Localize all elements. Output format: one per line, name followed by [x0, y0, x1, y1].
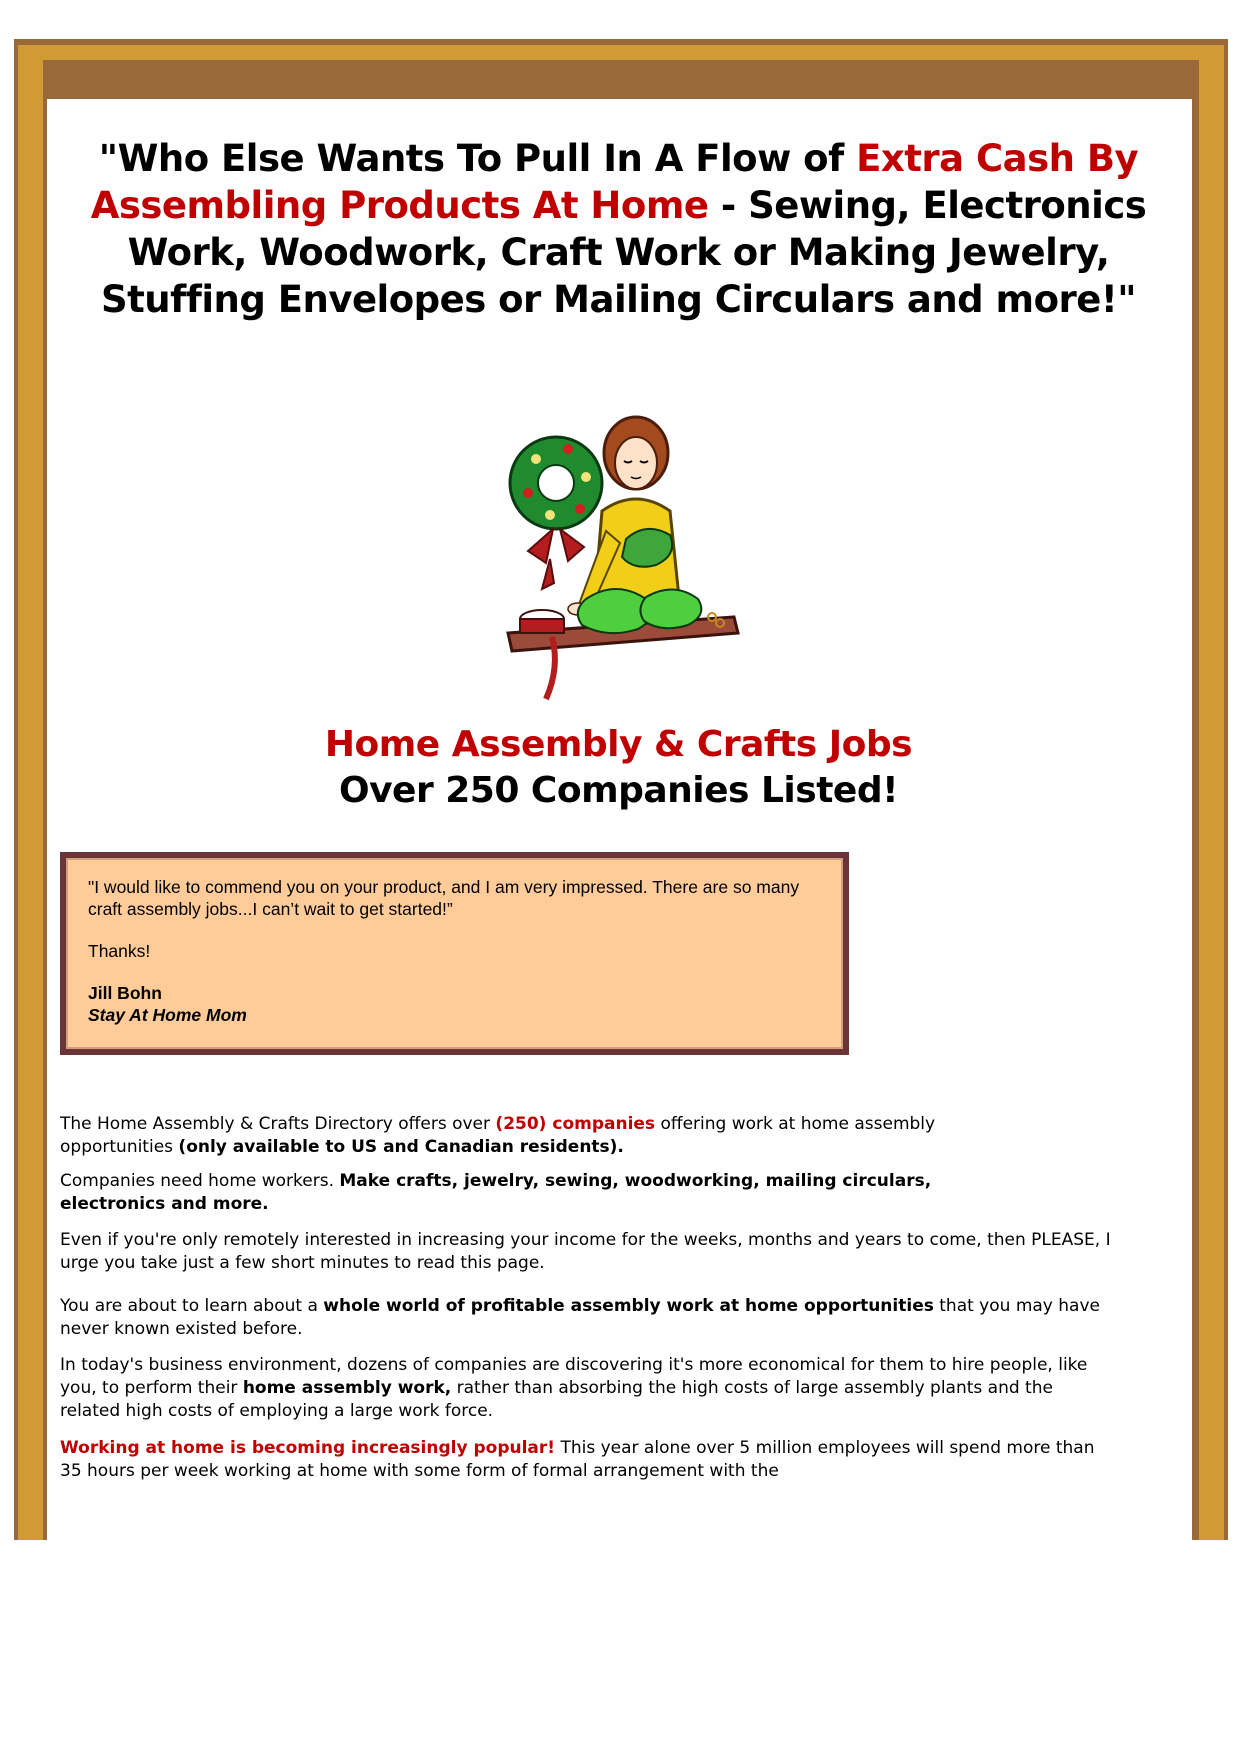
p2-work-types: Make crafts, jewelry, sewing, woodworking, mailing circulars, electronics and more.: [60, 1171, 932, 1214]
page-content: [47, 99, 1192, 1540]
crafter-woman-illustration: [498, 411, 758, 711]
paragraph-directory: [60, 1113, 980, 1159]
subhead-black: Over 250 Companies Listed!: [338, 770, 899, 811]
p1-residency-note: (only available to US and Canadian residents).: [178, 1137, 624, 1157]
paragraph-popular: [60, 1437, 1100, 1483]
testimonial-name: Jill Bohn: [88, 983, 162, 1003]
p2-text-a: Companies need home workers.: [60, 1171, 340, 1191]
p4-highlight: whole world of profitable assembly work at home opportunities: [323, 1296, 934, 1316]
paragraph-interest: [60, 1229, 1130, 1275]
p1-text-c: offering work at home assembly opportunities: [60, 1114, 936, 1157]
p4-text-c: that you may have never known existed before.: [60, 1296, 1100, 1339]
paragraph-business-environment: [60, 1354, 1100, 1423]
p1-companies-count: (250) companies: [495, 1114, 656, 1134]
p4-text-a: You are about to learn about a: [60, 1296, 324, 1316]
p5-highlight: home assembly work,: [242, 1378, 452, 1398]
p5-text-a: In today's business environment, dozens of companies are discovering it's more economical for them to hire people, like you, to perform their: [60, 1355, 1088, 1398]
subhead-red: Home Assembly & Crafts Jobs: [324, 724, 913, 765]
testimonial-quote: "I would like to commend you on your product, and I am very impressed. There are so many craft assembly jobs...I can’t wait to get started!”: [88, 877, 800, 919]
p6-text-b: This year alone over 5 million employees will spend more than 35 hours per week working at home with some form of formal arrangement with the: [60, 1438, 1095, 1481]
p3-text: Even if you're only remotely interested in increasing your income for the weeks, months and years to come, then PLEASE, I urge you take just a few short minutes to read this page.: [60, 1230, 1111, 1273]
p6-highlight: Working at home is becoming increasingly popular!: [60, 1438, 556, 1458]
headline-part3: - Sewing, Electronics Work, Woodwork, Craft Work or Making Jewelry, Stuffing Envelopes or Mailing Circulars and more!": [100, 184, 1147, 321]
p1-text-a: The Home Assembly & Crafts Directory offers over: [60, 1114, 496, 1134]
paragraph-companies-need: [60, 1170, 960, 1216]
p5-text-c: rather than absorbing the high costs of large assembly plants and the related high costs of employing a large work force.: [60, 1378, 1053, 1421]
headline-part1: "Who Else Wants To Pull In A Flow of: [98, 137, 857, 180]
testimonial-box: [60, 852, 849, 1055]
testimonial-thanks: Thanks!: [88, 941, 151, 961]
headline-highlight: Extra Cash By Assembling Products At Home: [90, 137, 1139, 227]
main-headline: [47, 135, 1190, 323]
testimonial-role: Stay At Home Mom: [88, 1005, 247, 1025]
paragraph-learn: [60, 1295, 1130, 1341]
